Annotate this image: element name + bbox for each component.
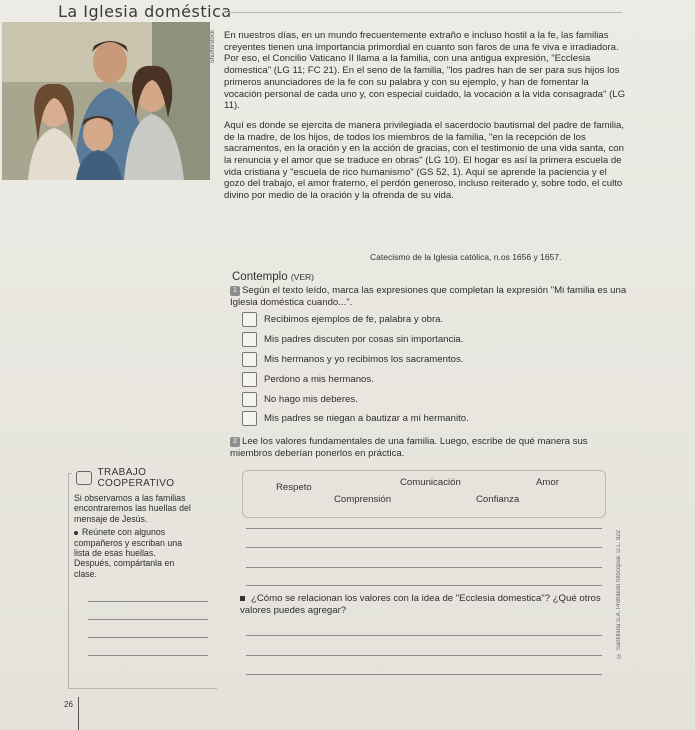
- answer-line[interactable]: [246, 547, 602, 548]
- answer-line[interactable]: [246, 674, 602, 675]
- cooperative-answer-line[interactable]: [88, 637, 208, 638]
- option-label: Mis padres se niegan a bautizar a mi hermanito.: [264, 412, 469, 424]
- checkbox[interactable]: [242, 312, 257, 327]
- answer-line[interactable]: [246, 567, 602, 568]
- answer-line[interactable]: [246, 655, 602, 656]
- question-2-number: 2: [230, 437, 240, 447]
- copyright-note: © Santillana S.A. Prohibido fotocopiar. D.L. 822: [616, 530, 622, 658]
- family-photo-illustration: [2, 22, 210, 180]
- answer-line[interactable]: [246, 635, 602, 636]
- answer-line[interactable]: [246, 528, 602, 529]
- checkbox[interactable]: [242, 332, 257, 347]
- question-2-text: Lee los valores fundamentales de una familia. Luego, escribe de qué manera sus miembros deberían ponerlos en práctica.: [230, 436, 588, 459]
- cooperative-answer-line[interactable]: [88, 655, 208, 656]
- checkbox[interactable]: [242, 411, 257, 426]
- value-word: Confianza: [476, 494, 520, 505]
- intro-paragraph-2: Aquí es donde se ejercita de manera privilegiada el sacerdocio bautismal del padre de familia, de la madre, de los hijos, de todos los miembros de la familia, "en la recepción de los sacramentos, en la oración y en la acción de gracias, con el testimonio de una vida santa, con la renuncia y el amor que se traduce en obras" (LG 10). El hogar es así la primera escuela de vida cristiana y "escuela de rico humanismo" (GS 52, 1). Aquí se aprende la paciencia y el gozo del trabajo, el amor fraterno, el perdón generoso, incluso reiterado y, sobre todo, el culto divino por medio de la oración y la ofrenda de su vida.: [224, 119, 624, 202]
- option-label: No hago mis deberes.: [264, 393, 358, 405]
- group-icon: [76, 471, 92, 485]
- cooperative-answer-line[interactable]: [88, 601, 208, 602]
- page-number: 26: [64, 700, 73, 709]
- checkbox[interactable]: [242, 352, 257, 367]
- value-word: Comprensión: [334, 494, 392, 505]
- family-photo: [2, 22, 210, 180]
- photo-credit: Shutterstock: [210, 30, 216, 64]
- option-2[interactable]: [242, 331, 463, 347]
- option-1[interactable]: [242, 311, 443, 327]
- value-word: Amor: [536, 477, 559, 488]
- question-3-text: ¿Cómo se relacionan los valores con la idea de "Ecclesia domestica"? ¿Qué otros valores puedes agregar?: [240, 593, 601, 616]
- page-number-rule: [78, 697, 79, 730]
- cooperative-text: [74, 493, 194, 579]
- cooperative-answer-line[interactable]: [88, 619, 208, 620]
- square-bullet-icon: [240, 596, 245, 601]
- question-1-number: 1: [230, 286, 240, 296]
- option-label: Mis padres discuten por cosas sin importancia.: [264, 333, 464, 345]
- value-word: Comunicación: [400, 477, 461, 488]
- contemplo-tag: (VER): [290, 272, 314, 282]
- checkbox[interactable]: [242, 392, 257, 407]
- cooperative-work-box: [68, 467, 218, 691]
- contemplo-label: Contemplo: [232, 271, 288, 283]
- checkbox[interactable]: [242, 372, 257, 387]
- option-4[interactable]: [242, 371, 374, 387]
- citation: Catecismo de la Iglesia católica, n.os 1656 y 1657.: [370, 252, 562, 262]
- question-1-text: Según el texto leído, marca las expresiones que completan la expresión "Mi familia es una Iglesia doméstica cuando...".: [230, 285, 627, 308]
- section-heading-contemplo: [232, 271, 314, 283]
- option-label: Perdono a mis hermanos.: [264, 373, 374, 385]
- answer-line[interactable]: [246, 585, 602, 586]
- option-6[interactable]: [242, 410, 469, 426]
- page-title: La Iglesia doméstica: [58, 2, 232, 21]
- option-3[interactable]: [242, 351, 463, 367]
- cooperative-intro: Si observamos a las familias encontraremos las huellas del mensaje de Jesús.: [74, 493, 191, 524]
- value-word: Respeto: [276, 482, 312, 493]
- intro-paragraph-1: En nuestros días, en un mundo frecuentemente extraño e incluso hostil a la fe, las familias creyentes tienen una importancia primordial en cuanto son faros de una fe viva e irradiadora. Por eso, el Concilio Vaticano II llama a la familia, con una antigua expresión, "Ecclesia domestica" (LG 11; FC 21). En el seno de la familia, "los padres han de ser para sus hijos los primeros anunciadores de la fe con su palabra y con su ejemplo, y han de fomentar la vocación personal de cada uno y, con especial cuidado, la vocación a la vida consagrada" (LG 11).: [224, 30, 626, 112]
- option-5[interactable]: [242, 391, 358, 407]
- bullet-icon: [74, 531, 78, 535]
- option-label: Mis hermanos y yo recibimos los sacramentos.: [264, 353, 464, 365]
- intro-text: [224, 30, 628, 210]
- cooperative-label: TRABAJO COOPERATIVO: [97, 467, 175, 489]
- option-label: Recibimos ejemplos de fe, palabra y obra.: [264, 313, 444, 325]
- title-rule: [222, 12, 622, 13]
- cooperative-header: [72, 467, 218, 489]
- cooperative-bullet: Reúnete con algunos compañeros y escriban una lista de esas huellas. Después, compártanla en clase.: [74, 527, 183, 579]
